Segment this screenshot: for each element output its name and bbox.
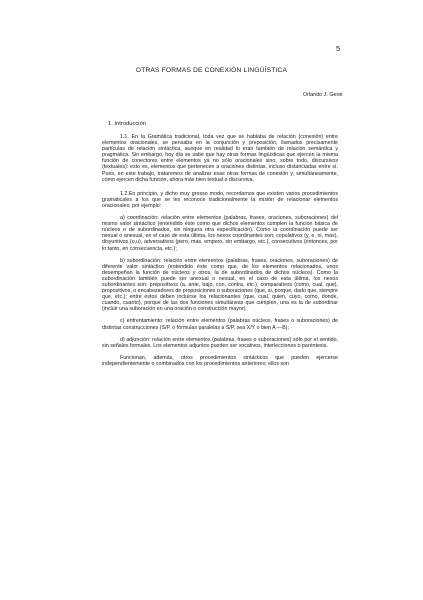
author-name: Orlando J. Gené [303,92,343,98]
paragraph-closing: Funcionan, además, otros procedimientos sintácticos que pueden ejercerse independientemente o combinados con los procedimientos anteriores; ellos son [102,354,338,367]
document-title: OTRAS FORMAS DE CONEXIÓN LINGÜÍSTICA [135,67,288,74]
paragraph-1-1: 1.1. En la Gramática tradicional, toda vez que se hablaba de relación (conexión) entre elementos oracionales, se pensaba en la conjunción y preposición, llamados precisamente partículas de relación sintáctica, aunque en realidad lo eran también de relación semántica y pragmática. Sin embargo, hoy día se sabe que hay otras formas lingüísticas que ejercen la misma función de conectores entre elementos ya no sólo oracionales sino, sobre todo, discursivos (textuales): esto es, elementos que pertenecen a oraciones distintas, incluso distanciadas entre sí. Pues, en este trabajo, trataremos de analizar esas otras formas de conexión y, simultáneamente, cómo ejercen dicha función, ahora más bien textual o discursiva. [102,134,338,183]
paragraph-1-2: 1.2.En principio, y dicho muy grosso modo, recordamos que existen varios procedimientos gramaticales a los que se les reconoce tradicionalmente la misión de relacionar elementos oracionales; por ejemplo: [102,190,338,209]
item-coordinacion: a) coordinación: relación entre elementos (palabras, frases, oraciones, suboraciones) del mismo valor sintáctico (entendido éste como que dichos elementos cumplen la función básica de núcleos o de subordinados, sin ninguna otra especificación). Como la coordinación puede ser nexual o anexual, en el caso de esta última, los nexos coordinantes son: copulativos (y, e, ni, más), disyuntivos (o,u), adversativos (pero, mas, empero, sin embargo, etc.), consecutivos (entonces, por lo tanto, en consecuencia, etc.); [102,215,338,252]
body-text [102,134,338,373]
page-number: 5 [336,44,341,53]
item-enfrentamiento: c) enfrentamiento: relación entre elementos (palabras núcleos, frases o suboraciones) de distintas construcciones (S/P, o fórmulas paralelas a S/P, sea X/Y o bien A —B); [102,318,338,331]
item-subordinacion: b) subordinación: relación entre elementos (palabras, frases, oraciones, suboraciones) de diferente valor sintáctico (entendido éste como que, de los elementos relacionados, unos desempeñan la función de núcleos y otros, la de subordinados de dichos núcleos). Como la subordinación también puede ser anexual o nexual, en el caso de esta última, los nexos subordinantes son: prepositivos (a, ante, bajo, con, contra, etc.), comparativos (como, cual, que), propositivos, o encabezadores de proposiciones o suboraciones (que, si, porque, dado que, siempre que, etc.); entre éstos deben incluirse los relacionantes (que, cual, quien, cuyo, como, donde, cuando, cuanto), porque de las dos funciones simultáneas que cumplen, una es la de subordinar (incluir una suboración en una oración o construcción mayor); [102,257,338,313]
section-heading: 1. Introducción [108,121,147,127]
item-adjuncion: d) adjunción: relación entre elementos (palabras, frases o suboraciones) sólo por el sentido, sin señales formales. Los elementos adjuntos pueden ser vocativos, interlecciones o paréntesis. [102,336,338,349]
